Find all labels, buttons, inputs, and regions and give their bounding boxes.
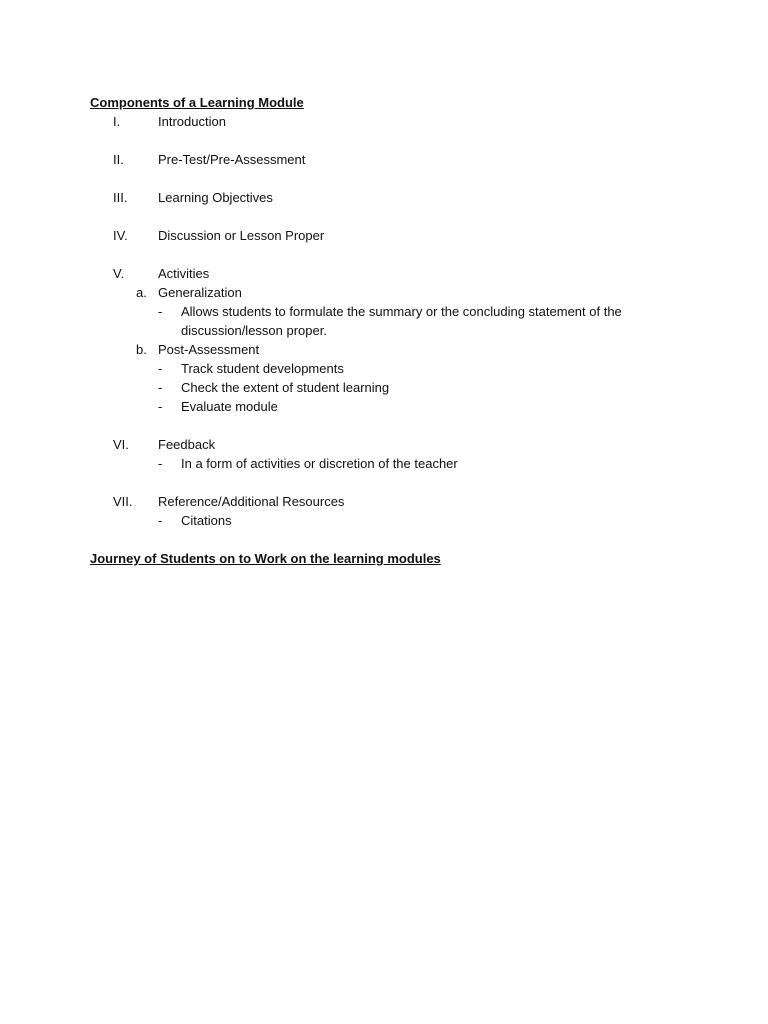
item-numeral: III. xyxy=(113,190,128,205)
item-numeral: I. xyxy=(113,114,121,129)
bullet-text: In a form of activities or discretion of the teacher xyxy=(181,456,458,471)
bullet-dash: - xyxy=(158,399,163,414)
bullet-text: Allows students to formulate the summary or the concluding statement of the xyxy=(181,304,622,319)
bullet-dash: - xyxy=(158,380,163,395)
bullet-text: discussion/lesson proper. xyxy=(181,323,327,338)
subitem-title: Generalization xyxy=(158,285,242,300)
item-title: Reference/Additional Resources xyxy=(158,494,345,509)
bullet-text: Citations xyxy=(181,513,232,528)
heading-journey: Journey of Students on to Work on the learning modules xyxy=(90,551,441,566)
subitem-letter: a. xyxy=(136,285,147,300)
item-numeral: VII. xyxy=(113,494,133,509)
item-numeral: II. xyxy=(113,152,124,167)
bullet-text: Evaluate module xyxy=(181,399,278,414)
subitem-title: Post-Assessment xyxy=(158,342,260,357)
bullet-text: Check the extent of student learning xyxy=(181,380,390,395)
item-numeral: IV. xyxy=(113,228,128,243)
bullet-text: Track student developments xyxy=(181,361,344,376)
item-title: Pre-Test/Pre-Assessment xyxy=(158,152,306,167)
subitem-letter: b. xyxy=(136,342,147,357)
item-numeral: VI. xyxy=(113,437,129,452)
item-title: Learning Objectives xyxy=(158,190,273,205)
bullet-dash: - xyxy=(158,513,163,528)
heading-components: Components of a Learning Module xyxy=(90,95,304,110)
bullet-dash: - xyxy=(158,456,163,471)
item-numeral: V. xyxy=(113,266,125,281)
item-title: Introduction xyxy=(158,114,226,129)
bullet-dash: - xyxy=(158,361,163,376)
item-title: Activities xyxy=(158,266,210,281)
bullet-dash: - xyxy=(158,304,163,319)
item-title: Discussion or Lesson Proper xyxy=(158,228,325,243)
item-title: Feedback xyxy=(158,437,216,452)
